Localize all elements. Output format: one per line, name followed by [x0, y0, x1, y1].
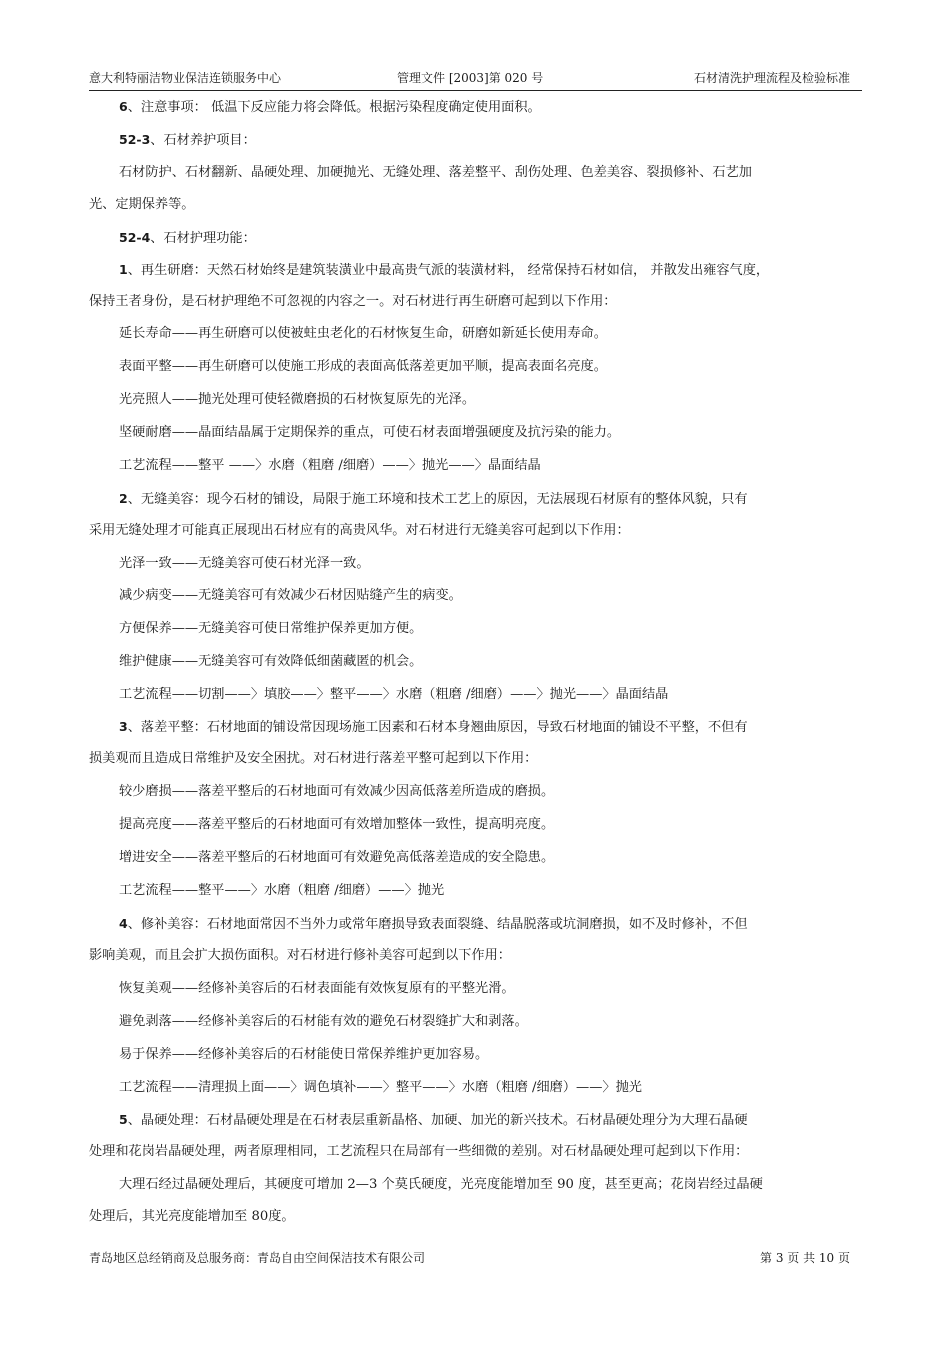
paragraph-line: 处理和花岗岩晶硬处理，两者原理相同，工艺流程只在局部有一些细微的差别。对石材晶硬处理可起到以下作用： [89, 1144, 749, 1159]
paragraph-line: 易于保养——经修补美容后的石材能使日常保养维护更加容易。 [119, 1047, 489, 1062]
section-52-4-heading: 52-4、石材护理功能： [119, 230, 256, 246]
item-4-heading: 4、修补美容：石材地面常因不当外力或常年磨损导致表面裂缝、结晶脱落或坑洞磨损，如不及时修补，不但 [119, 916, 748, 932]
paragraph-line: 石材防护、石材翻新、晶硬处理、加硬抛光、无缝处理、落差整平、刮伤处理、色差美容、裂损修补、石艺加 [119, 165, 752, 180]
item-2-heading: 2、无缝美容：现今石材的铺设，局限于施工环境和技术工艺上的原因，无法展现石材原有的整体风貌，只有 [119, 491, 748, 507]
paragraph-line: 处理后，其光亮度能增加至 80度。 [89, 1209, 295, 1224]
paragraph-line: 维护健康——无缝美容可有效降低细菌藏匿的机会。 [119, 654, 423, 669]
paragraph-line: 采用无缝处理才可能真正展现出石材应有的高贵风华。对石材进行无缝美容可起到以下作用： [89, 523, 630, 538]
paragraph-line: 恢复美观——经修补美容后的石材表面能有效恢复原有的平整光滑。 [119, 981, 515, 996]
process-flow: 工艺流程——清理损上面——〉调色填补——〉整平——〉水磨（粗磨 /细磨）——〉抛光 [119, 1080, 642, 1095]
item-1-heading: 1、再生研磨：天然石材始终是建筑装潢业中最高贵气派的装潢材料， 经常保持石材如信， 并散发出雍容气度， [119, 262, 770, 278]
paragraph-line: 减少病变——无缝美容可有效减少石材因贴缝产生的病变。 [119, 588, 462, 603]
footer-distributor: 青岛地区总经销商及总服务商：青岛自由空间保洁技术有限公司 [89, 1251, 426, 1265]
paragraph-line: 光泽一致——无缝美容可使石材光泽一致。 [119, 556, 370, 571]
paragraph-line: 增进安全——落差平整后的石材地面可有效避免高低落差造成的安全隐患。 [119, 850, 555, 865]
note-paragraph: 6、注意事项： 低温下反应能力将会降低。根据污染程度确定使用面积。 [119, 99, 541, 115]
paragraph-line: 光亮照人——抛光处理可使轻微磨损的石材恢复原先的光泽。 [119, 392, 476, 407]
header-doc-title: 石材清洗护理流程及检验标准 [693, 71, 850, 85]
page-header [89, 66, 862, 91]
header-doc-number: 管理文件 [2003]第 020 号 [397, 71, 544, 85]
item-5-heading: 5、晶硬处理：石材晶硬处理是在石材表层重新晶格、加硬、加光的新兴技术。石材晶硬处理分为大理石晶硬 [119, 1112, 748, 1128]
paragraph-line: 延长寿命——再生研磨可以使被蛀虫老化的石材恢复生命，研磨如新延长使用寿命。 [119, 326, 607, 341]
paragraph-line: 坚硬耐磨——晶面结晶属于定期保养的重点，可使石材表面增强硬度及抗污染的能力。 [119, 425, 621, 440]
paragraph-line: 大理石经过晶硬处理后，其硬度可增加 2—3 个莫氏硬度，光亮度能增加至 90 度，甚至更高；花岗岩经过晶硬 [119, 1177, 763, 1192]
section-52-3-heading: 52-3、石材养护项目： [119, 132, 256, 148]
paragraph-line: 保持王者身份，是石材护理绝不可忽视的内容之一。对石材进行再生研磨可起到以下作用： [89, 294, 617, 309]
process-flow: 工艺流程——整平——〉水磨（粗磨 /细磨）——〉抛光 [119, 883, 445, 898]
process-flow: 工艺流程——整平 ——〉水磨（粗磨 /细磨）——〉抛光——〉晶面结晶 [119, 458, 541, 473]
footer-page-number: 第 3 页 共 10 页 [760, 1251, 850, 1265]
paragraph-line: 避免剥落——经修补美容后的石材能有效的避免石材裂缝扩大和剥落。 [119, 1014, 528, 1029]
paragraph-line: 影响美观，而且会扩大损伤面积。对石材进行修补美容可起到以下作用： [89, 948, 511, 963]
paragraph-line: 提高亮度——落差平整后的石材地面可有效增加整体一致性，提高明亮度。 [119, 817, 555, 832]
header-company: 意大利特丽洁物业保洁连锁服务中心 [89, 71, 282, 85]
paragraph-line: 方便保养——无缝美容可使日常维护保养更加方便。 [119, 621, 423, 636]
item-3-heading: 3、落差平整：石材地面的铺设常因现场施工因素和石材本身翘曲原因，导致石材地面的铺设不平整，不但有 [119, 719, 748, 735]
paragraph-line: 较少磨损——落差平整后的石材地面可有效减少因高低落差所造成的磨损。 [119, 784, 555, 799]
process-flow: 工艺流程——切割——〉填胶——〉整平——〉水磨（粗磨 /细磨）——〉抛光——〉晶面结晶 [119, 687, 669, 702]
paragraph-line: 表面平整——再生研磨可以使施工形成的表面高低落差更加平顺，提高表面名亮度。 [119, 359, 607, 374]
paragraph-line: 损美观而且造成日常维护及安全困扰。对石材进行落差平整可起到以下作用： [89, 751, 538, 766]
paragraph-line: 光、定期保养等。 [89, 197, 195, 212]
